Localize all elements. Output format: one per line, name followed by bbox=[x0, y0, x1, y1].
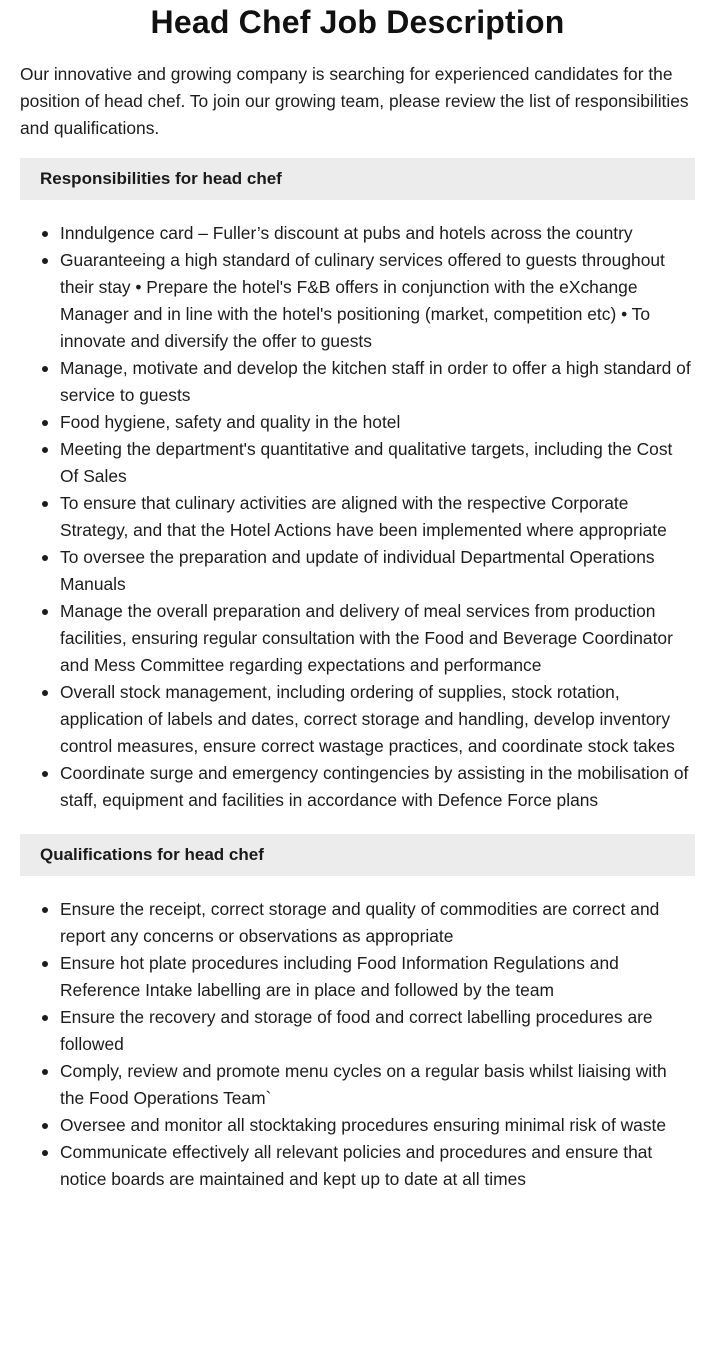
list-item: Comply, review and promote menu cycles on a regular basis whilst liaising with the Food Operations Team` bbox=[60, 1058, 695, 1112]
list-item: Manage, motivate and develop the kitchen staff in order to offer a high standard of service to guests bbox=[60, 355, 695, 409]
list-item: Overall stock management, including ordering of supplies, stock rotation, application of labels and dates, correct storage and handling, develop inventory control measures, ensure correct wastage practices, and coordinate stock takes bbox=[60, 679, 695, 760]
list-item: Ensure the receipt, correct storage and quality of commodities are correct and report any concerns or observations as appropriate bbox=[60, 896, 695, 950]
qualifications-heading: Qualifications for head chef bbox=[20, 834, 695, 876]
responsibilities-heading: Responsibilities for head chef bbox=[20, 158, 695, 200]
list-item: Meeting the department's quantitative and qualitative targets, including the Cost Of Sales bbox=[60, 436, 695, 490]
list-item: Guaranteeing a high standard of culinary services offered to guests throughout their stay • Prepare the hotel's F&B offers in conjunction with the eXchange Manager and in line with the hotel's positioning (market, competition etc) • To innovate and diversify the offer to guests bbox=[60, 247, 695, 355]
intro-paragraph: Our innovative and growing company is searching for experienced candidates for the position of head chef. To join our growing team, please review the list of responsibilities and qualifications. bbox=[20, 64, 689, 138]
list-item: Communicate effectively all relevant policies and procedures and ensure that notice boards are maintained and kept up to date at all times bbox=[60, 1139, 695, 1193]
list-item: Food hygiene, safety and quality in the hotel bbox=[60, 409, 695, 436]
list-item: Ensure the recovery and storage of food and correct labelling procedures are followed bbox=[60, 1004, 695, 1058]
list-item: Coordinate surge and emergency contingencies by assisting in the mobilisation of staff, equipment and facilities in accordance with Defence Force plans bbox=[60, 760, 695, 814]
list-item: To oversee the preparation and update of individual Departmental Operations Manuals bbox=[60, 544, 695, 598]
page-title: Head Chef Job Description bbox=[150, 4, 565, 40]
responsibilities-list bbox=[20, 220, 695, 814]
list-item: Ensure hot plate procedures including Food Information Regulations and Reference Intake labelling are in place and followed by the team bbox=[60, 950, 695, 1004]
list-item: Inndulgence card – Fuller’s discount at pubs and hotels across the country bbox=[60, 220, 695, 247]
list-item: To ensure that culinary activities are aligned with the respective Corporate Strategy, and that the Hotel Actions have been implemented where appropriate bbox=[60, 490, 695, 544]
list-item: Manage the overall preparation and delivery of meal services from production facilities, ensuring regular consultation with the Food and Beverage Coordinator and Mess Committee regarding expectations and performance bbox=[60, 598, 695, 679]
list-item: Oversee and monitor all stocktaking procedures ensuring minimal risk of waste bbox=[60, 1112, 695, 1139]
qualifications-list bbox=[20, 896, 695, 1193]
